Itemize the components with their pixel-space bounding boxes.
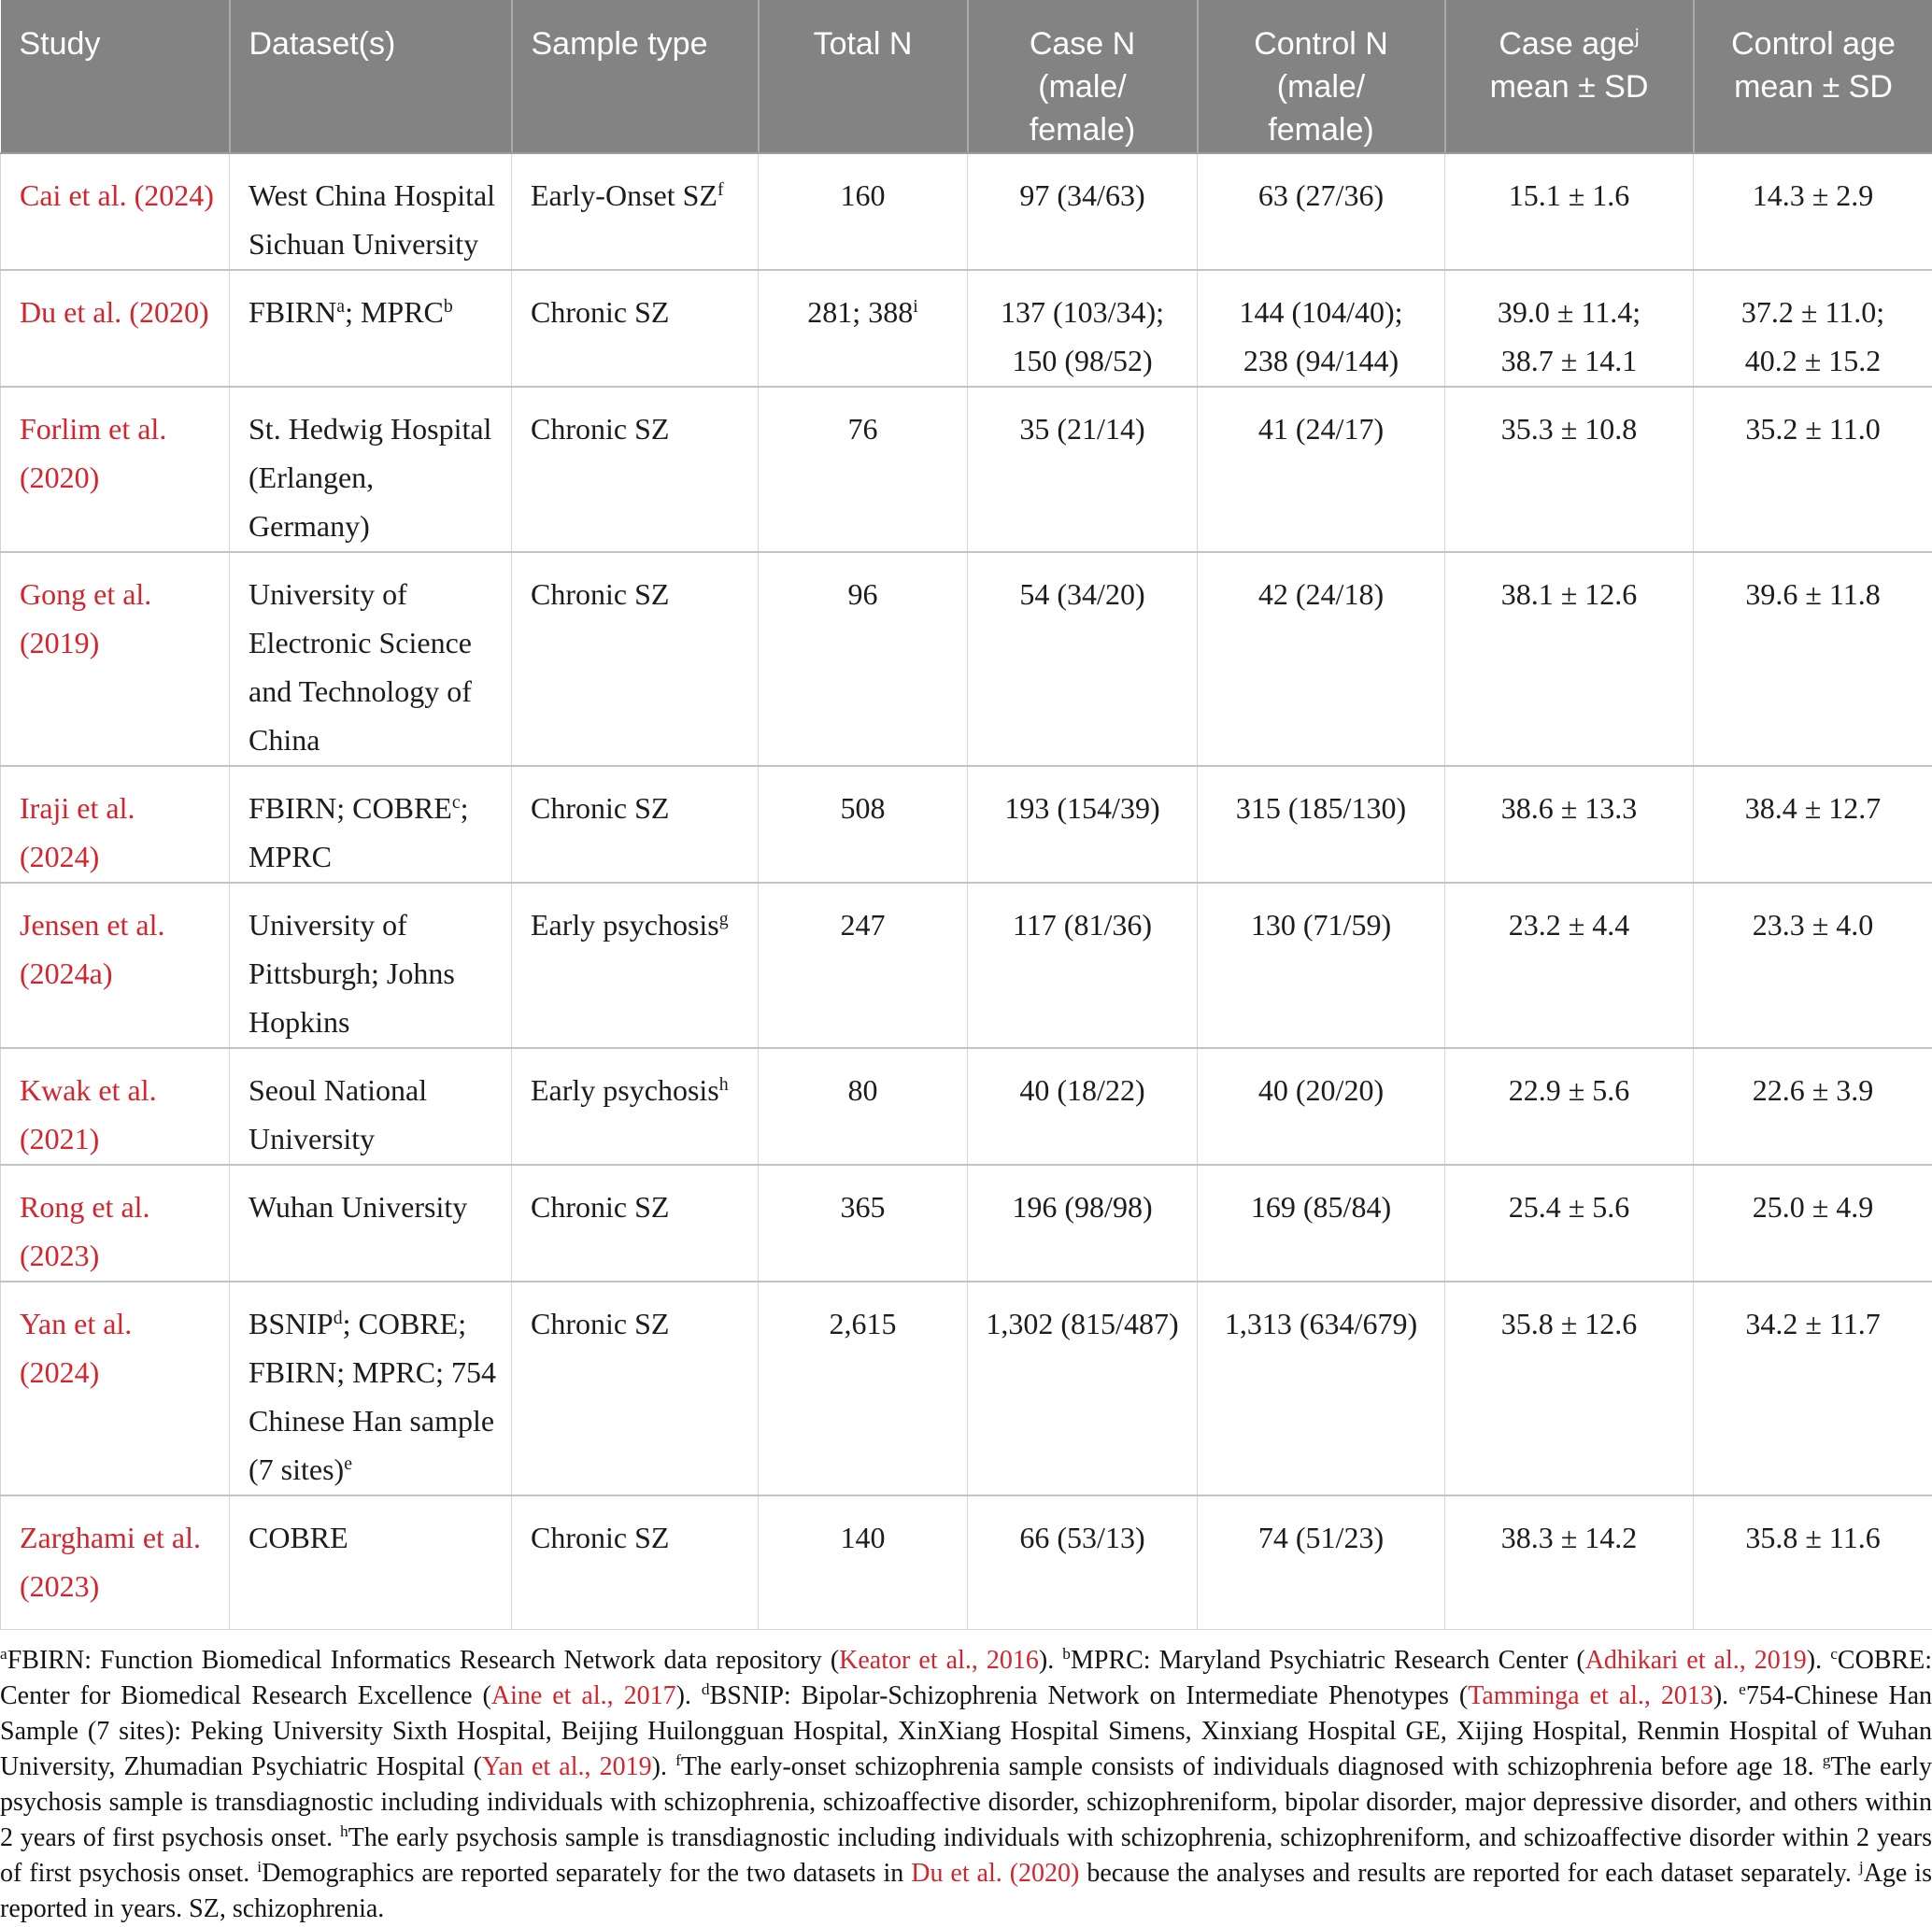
cell-line: 41 (24/17) — [1199, 404, 1443, 453]
cell-study — [1, 270, 230, 387]
cell-study — [1, 1165, 230, 1282]
table-row — [1, 1048, 1932, 1165]
cell-line: 40 (18/22) — [969, 1066, 1196, 1114]
cell-line: Chronic SZ — [531, 570, 745, 618]
cell-study — [1, 883, 230, 1048]
cell-line: University — [249, 1114, 498, 1163]
cell-case-n — [968, 766, 1198, 883]
cell-case-age — [1445, 1048, 1694, 1165]
study-link[interactable]: (2021) — [20, 1114, 216, 1163]
cell-line: 34.2 ± 11.7 — [1695, 1299, 1931, 1348]
cell-case-n — [968, 387, 1198, 552]
cell-line: 38.1 ± 12.6 — [1446, 570, 1692, 618]
cell-line: 76 — [760, 404, 966, 453]
cell-sample-type — [512, 1048, 759, 1165]
cell-total-n — [759, 1048, 968, 1165]
table-footnotes: $^a$FBIRN: Function Biomedical Informatics Research Network data repository (Keator et al., 2016). $^b$MPRC: Maryland Psychiatric Research Center (Adhikari et al., 2019). $^c$COBRE: Center for Biomedical Research Excellence (Aine et al., 2017). $^d$BSNIP: Bipolar-Schizophrenia Network on Intermediate Phenotypes (Tamminga et al., 2013). $^e$754-Chinese Han Sample (7 sites): Peking University Sixth Hospital, Beijing Huilongguan Hospital, XinXiang Hospital Simens, Xinxiang Hospital GE, Xijing Hospital, Renmin Hospital of Wuhan University, Zhumadian Psychiatric Hospital (Yan et al., 2019). $^f$The early-onset schizophrenia sample consists of individuals diagnosed with schizophrenia before age 18. $^g$The early psychosis sample is transdiagnostic including individuals with schizophrenia, schizoaffective disorder, schizophreniform, bipolar disorder, major depressive disorder, and others within 2 years of first psychosis onset. $^h$The early psychosis sample is transdiagnostic including individuals with schizophrenia, schizophreniform, and schizoaffective disorder within 2 years of first psychosis onset. $^i$Demographics are reported separately for the two datasets in Du et al. (2020) because the analyses and results are reported for each dataset separately. $^j$Age is reported in years. SZ, schizophrenia. — [0, 1643, 1932, 1927]
column-header-total-n — [759, 0, 968, 153]
cell-line: 247 — [760, 900, 966, 949]
cell-line: Wuhan University — [249, 1183, 498, 1231]
cell-total-n — [759, 1282, 968, 1495]
cell-control-age — [1694, 1048, 1932, 1165]
cell-study — [1, 153, 230, 270]
cell-line: 35.8 ± 11.6 — [1695, 1513, 1931, 1562]
cell-sample-type — [512, 270, 759, 387]
cell-line: 54 (34/20) — [969, 570, 1196, 618]
cell-line: 137 (103/34); — [969, 288, 1196, 336]
table-row — [1, 153, 1932, 270]
cell-study — [1, 387, 230, 552]
cell-datasets — [230, 766, 512, 883]
study-link[interactable]: Forlim et al. — [20, 404, 216, 453]
cell-total-n — [759, 270, 968, 387]
column-header-line: Control N — [1200, 22, 1443, 65]
cell-datasets — [230, 1048, 512, 1165]
cell-line: 1,313 (634/679) — [1199, 1299, 1443, 1348]
cell-line: 37.2 ± 11.0; — [1695, 288, 1931, 336]
cell-sample-type — [512, 387, 759, 552]
column-header-line: Total N — [760, 22, 966, 65]
cell-line: Seoul National — [249, 1066, 498, 1114]
cell-line: 169 (85/84) — [1199, 1183, 1443, 1231]
cell-datasets — [230, 270, 512, 387]
cell-line: 35.3 ± 10.8 — [1446, 404, 1692, 453]
column-header-line: female) — [1200, 108, 1443, 151]
cell-line: 196 (98/98) — [969, 1183, 1196, 1231]
cell-line: 2,615 — [760, 1299, 966, 1348]
cell-control-n — [1198, 1165, 1445, 1282]
study-link[interactable]: Du et al. (2020) — [20, 288, 216, 336]
cell-total-n — [759, 552, 968, 766]
cell-control-n — [1198, 552, 1445, 766]
cell-control-age — [1694, 883, 1932, 1048]
cell-case-age — [1445, 766, 1694, 883]
cell-line: 140 — [760, 1513, 966, 1562]
table-row — [1, 1165, 1932, 1282]
cell-case-n — [968, 270, 1198, 387]
study-link[interactable]: (2019) — [20, 618, 216, 667]
cell-total-n — [759, 766, 968, 883]
cell-control-n — [1198, 766, 1445, 883]
citation-link[interactable]: Keator et al., 2016 — [839, 1646, 1039, 1675]
cell-line: 74 (51/23) — [1199, 1513, 1443, 1562]
cell-sample-type — [512, 1165, 759, 1282]
cell-line: (Erlangen, Germany) — [249, 453, 498, 550]
cell-line: 130 (71/59) — [1199, 900, 1443, 949]
column-header-case-n — [968, 0, 1198, 153]
cell-control-n — [1198, 270, 1445, 387]
cell-total-n — [759, 1495, 968, 1629]
cell-line: 23.3 ± 4.0 — [1695, 900, 1931, 949]
study-link[interactable]: Jensen et al. — [20, 900, 216, 949]
cell-line: 160 — [760, 171, 966, 220]
citation-link[interactable]: Aine et al., 2017 — [491, 1681, 676, 1710]
cell-case-n — [968, 1495, 1198, 1629]
cell-case-n — [968, 1048, 1198, 1165]
cell-line: 63 (27/36) — [1199, 171, 1443, 220]
cell-total-n — [759, 387, 968, 552]
cell-line: 38.3 ± 14.2 — [1446, 1513, 1692, 1562]
column-header-sample-type — [512, 0, 759, 153]
cell-line: 25.0 ± 4.9 — [1695, 1183, 1931, 1231]
cell-sample-type — [512, 1282, 759, 1495]
cell-line: Chronic SZ — [531, 404, 745, 453]
cell-line: Chronic SZ — [531, 288, 745, 336]
study-link[interactable]: (2024a) — [20, 949, 216, 998]
cell-datasets — [230, 1282, 512, 1495]
cell-case-n — [968, 552, 1198, 766]
study-link[interactable]: Iraji et al. (2024) — [20, 784, 216, 881]
cell-datasets — [230, 883, 512, 1048]
cell-line: 508 — [760, 784, 966, 832]
cell-line: 25.4 ± 5.6 — [1446, 1183, 1692, 1231]
table-row — [1, 1282, 1932, 1495]
study-link[interactable]: (2023) — [20, 1231, 216, 1280]
cell-sample-type — [512, 153, 759, 270]
column-header-control-age — [1694, 0, 1932, 153]
cell-line: 117 (81/36) — [969, 900, 1196, 949]
column-header-line: mean ± SD — [1696, 65, 1932, 108]
cell-line: 66 (53/13) — [969, 1513, 1196, 1562]
table-row — [1, 883, 1932, 1048]
cell-control-age — [1694, 387, 1932, 552]
study-link[interactable]: Kwak et al. — [20, 1066, 216, 1114]
cell-sample-type — [512, 1495, 759, 1629]
cell-line: University of — [249, 900, 498, 949]
cell-line: and Technology of — [249, 667, 498, 716]
cell-control-age — [1694, 153, 1932, 270]
cell-line: University of — [249, 570, 498, 618]
column-header-line: Sample type — [532, 22, 745, 65]
cell-line: St. Hedwig Hospital — [249, 404, 498, 453]
cell-line: Early psychosis$^h$ — [531, 1066, 745, 1114]
table-row — [1, 387, 1932, 552]
study-link[interactable]: Gong et al. — [20, 570, 216, 618]
cell-line: Chronic SZ — [531, 1183, 745, 1231]
cell-datasets — [230, 552, 512, 766]
cell-control-n — [1198, 883, 1445, 1048]
cell-study — [1, 766, 230, 883]
citation-link[interactable]: Adhikari et al., 2019 — [1585, 1646, 1807, 1675]
study-link[interactable]: Rong et al. — [20, 1183, 216, 1231]
cell-line: MPRC — [249, 832, 498, 881]
citation-link[interactable]: Du et al. (2020) — [911, 1859, 1079, 1888]
column-header-line: Control age — [1696, 22, 1932, 65]
cell-line: 35.2 ± 11.0 — [1695, 404, 1931, 453]
cell-line: 42 (24/18) — [1199, 570, 1443, 618]
citation-link[interactable]: Yan et al., 2019 — [482, 1752, 652, 1781]
study-link[interactable]: Cai et al. (2024) — [20, 171, 216, 220]
cell-control-age — [1694, 1165, 1932, 1282]
cell-case-age — [1445, 883, 1694, 1048]
cell-study — [1, 1282, 230, 1495]
cell-line: FBIRN; COBRE$^c$; — [249, 784, 498, 832]
cell-datasets — [230, 387, 512, 552]
column-header-datasets — [230, 0, 512, 153]
study-link[interactable]: (2023) — [20, 1562, 216, 1610]
column-header-line: female) — [970, 108, 1196, 151]
cell-datasets — [230, 1495, 512, 1629]
table-row — [1, 1495, 1932, 1629]
column-header-line: Case N — [970, 22, 1196, 65]
cell-control-n — [1198, 153, 1445, 270]
cell-line: 1,302 (815/487) — [969, 1299, 1196, 1348]
citation-link[interactable]: Tamminga et al., 2013 — [1468, 1681, 1713, 1710]
cell-control-age — [1694, 1282, 1932, 1495]
column-header-case-age — [1445, 0, 1694, 153]
cell-line: 97 (34/63) — [969, 171, 1196, 220]
cell-study — [1, 1048, 230, 1165]
cell-control-n — [1198, 1495, 1445, 1629]
cell-line: 96 — [760, 570, 966, 618]
cell-total-n — [759, 1165, 968, 1282]
cell-study — [1, 552, 230, 766]
cell-sample-type — [512, 883, 759, 1048]
cell-line: 39.0 ± 11.4; — [1446, 288, 1692, 336]
cell-case-age — [1445, 1495, 1694, 1629]
cell-line: 38.7 ± 14.1 — [1446, 336, 1692, 385]
cell-line: Chronic SZ — [531, 1299, 745, 1348]
table-body — [1, 153, 1932, 1629]
cell-case-n — [968, 883, 1198, 1048]
cell-case-age — [1445, 270, 1694, 387]
cell-line: 35 (21/14) — [969, 404, 1196, 453]
table-row — [1, 552, 1932, 766]
cell-line: Hopkins — [249, 998, 498, 1046]
cell-control-age — [1694, 766, 1932, 883]
cell-line: 23.2 ± 4.4 — [1446, 900, 1692, 949]
cell-control-n — [1198, 1048, 1445, 1165]
cell-line: China — [249, 716, 498, 764]
cell-line: COBRE — [249, 1513, 498, 1562]
cell-line: FBIRN$^a$; MPRC$^b$ — [249, 288, 498, 336]
table-row — [1, 270, 1932, 387]
cell-line: 281; 388$^i$ — [760, 288, 966, 336]
cell-control-n — [1198, 1282, 1445, 1495]
cell-line: 144 (104/40); — [1199, 288, 1443, 336]
cell-line: 22.9 ± 5.6 — [1446, 1066, 1692, 1114]
cell-control-age — [1694, 552, 1932, 766]
cell-control-age — [1694, 270, 1932, 387]
cell-case-age — [1445, 1282, 1694, 1495]
cell-line: Chinese Han sample — [249, 1396, 498, 1445]
table-row — [1, 766, 1932, 883]
cell-sample-type — [512, 552, 759, 766]
cell-line: 39.6 ± 11.8 — [1695, 570, 1931, 618]
cell-case-age — [1445, 153, 1694, 270]
cell-line: 365 — [760, 1183, 966, 1231]
cell-line: Chronic SZ — [531, 784, 745, 832]
cell-line: BSNIP$^d$; COBRE; — [249, 1299, 498, 1348]
cell-line: Electronic Science — [249, 618, 498, 667]
cell-control-n — [1198, 387, 1445, 552]
cell-line: (7 sites)$^e$ — [249, 1445, 498, 1494]
column-header-line: mean ± SD — [1447, 65, 1692, 108]
cell-line: Early-Onset $SZ^f$ — [531, 171, 745, 220]
cell-line: West China Hospital — [249, 171, 498, 220]
column-header-line: (male/ — [970, 65, 1196, 108]
study-link[interactable]: Yan et al. (2024) — [20, 1299, 216, 1396]
cell-line: 38.4 ± 12.7 — [1695, 784, 1931, 832]
cell-case-n — [968, 1165, 1198, 1282]
cell-case-age — [1445, 387, 1694, 552]
cell-line: 14.3 ± 2.9 — [1695, 171, 1931, 220]
cell-line: 193 (154/39) — [969, 784, 1196, 832]
cell-total-n — [759, 153, 968, 270]
cell-line: FBIRN; MPRC; 754 — [249, 1348, 498, 1396]
cell-case-n — [968, 1282, 1198, 1495]
cell-line: 80 — [760, 1066, 966, 1114]
cell-datasets — [230, 153, 512, 270]
cell-line: Sichuan University — [249, 220, 498, 268]
cell-case-age — [1445, 1165, 1694, 1282]
cell-case-age — [1445, 552, 1694, 766]
column-header-line: Study — [20, 22, 216, 65]
study-link[interactable]: Zarghami et al. — [20, 1513, 216, 1562]
cell-case-n — [968, 153, 1198, 270]
cell-line: 38.6 ± 13.3 — [1446, 784, 1692, 832]
column-header-line: (male/ — [1200, 65, 1443, 108]
cell-total-n — [759, 883, 968, 1048]
column-header-line: Case age$^j$ — [1447, 22, 1692, 65]
cell-line: 150 (98/52) — [969, 336, 1196, 385]
cell-line: 35.8 ± 12.6 — [1446, 1299, 1692, 1348]
cell-line: Chronic SZ — [531, 1513, 745, 1562]
cell-datasets — [230, 1165, 512, 1282]
cell-study — [1, 1495, 230, 1629]
cell-line: 40.2 ± 15.2 — [1695, 336, 1931, 385]
cell-line: Pittsburgh; Johns — [249, 949, 498, 998]
cell-line: 22.6 ± 3.9 — [1695, 1066, 1931, 1114]
cell-line: 315 (185/130) — [1199, 784, 1443, 832]
cell-control-age — [1694, 1495, 1932, 1629]
cell-line: 238 (94/144) — [1199, 336, 1443, 385]
cell-sample-type — [512, 766, 759, 883]
table-head-row — [1, 0, 1932, 153]
column-header-control-n — [1198, 0, 1445, 153]
study-link[interactable]: (2020) — [20, 453, 216, 502]
cell-line: 40 (20/20) — [1199, 1066, 1443, 1114]
column-header-line: Dataset(s) — [249, 22, 498, 65]
cell-line: Early psychosis$^g$ — [531, 900, 745, 949]
cell-line: 15.1 ± 1.6 — [1446, 171, 1692, 220]
column-header-study — [1, 0, 230, 153]
